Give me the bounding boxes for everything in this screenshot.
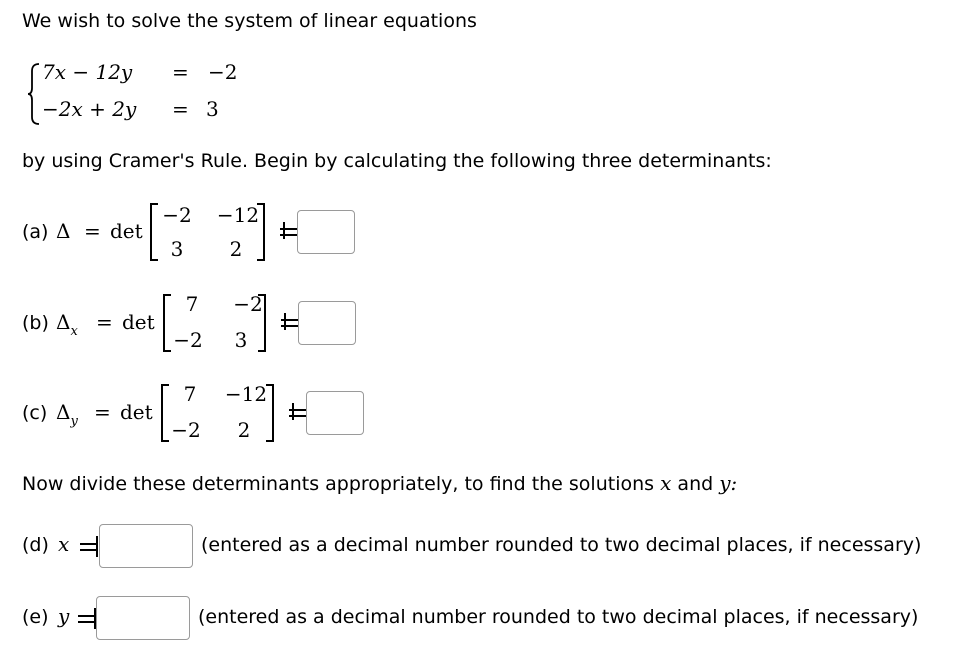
det-label: det bbox=[110, 219, 143, 243]
delta-x-answer-input[interactable] bbox=[298, 301, 356, 345]
delta-x-symbol: $\Delta_x$ bbox=[56, 310, 78, 339]
eq1-equals: = bbox=[172, 60, 189, 84]
matrix-cell: 3 bbox=[234, 328, 248, 352]
equals-bar bbox=[283, 222, 285, 239]
eq2-lhs: −2x + 2y bbox=[42, 97, 137, 121]
part-d-prefix: (d) bbox=[22, 534, 49, 556]
part-a-prefix: (a) bbox=[22, 221, 49, 243]
matrix-cell: −2 bbox=[171, 418, 201, 442]
delta-y-answer-input[interactable] bbox=[306, 391, 364, 435]
delta-y-symbol: $\Delta_y$ bbox=[56, 400, 78, 429]
matrix-cell: 2 bbox=[237, 418, 251, 442]
equals-sign bbox=[289, 409, 306, 411]
y-answer-input[interactable] bbox=[96, 596, 190, 640]
equals-sign: = bbox=[84, 219, 101, 243]
det-label: det bbox=[120, 400, 153, 424]
equals-sign: = bbox=[96, 310, 113, 334]
matrix-cell: −2 bbox=[162, 203, 192, 227]
part-c-prefix: (c) bbox=[22, 402, 48, 424]
det-label: det bbox=[122, 310, 155, 334]
delta-answer-input[interactable] bbox=[297, 210, 355, 254]
instruction-text: by using Cramer's Rule. Begin by calculating the following three determinants: bbox=[22, 150, 772, 172]
left-brace bbox=[27, 62, 41, 126]
matrix-cell: 7 bbox=[185, 292, 199, 316]
eq1-lhs: 7x − 12y bbox=[42, 60, 133, 84]
equals-sign bbox=[78, 615, 94, 617]
intro-text: We wish to solve the system of linear equations bbox=[22, 10, 477, 32]
equals-sign bbox=[281, 319, 298, 321]
matrix-right-bracket bbox=[266, 384, 274, 442]
matrix-cell: −12 bbox=[224, 382, 268, 406]
matrix-cell: −2 bbox=[233, 292, 263, 316]
y-variable: y bbox=[58, 604, 70, 628]
matrix-cell: 3 bbox=[170, 237, 184, 261]
matrix-cell: 7 bbox=[183, 382, 197, 406]
part-e-prefix: (e) bbox=[22, 606, 49, 628]
eq2-equals: = bbox=[172, 97, 189, 121]
matrix-right-bracket bbox=[257, 203, 265, 261]
equals-sign bbox=[280, 228, 297, 230]
y-format-note: (entered as a decimal number rounded to two decimal places, if necessary) bbox=[198, 606, 919, 628]
delta-symbol: Δ bbox=[56, 219, 71, 243]
eq2-rhs: 3 bbox=[206, 97, 219, 121]
divide-instruction: Now divide these determinants appropriately, to find the solutions x and y: bbox=[22, 471, 738, 495]
equals-sign bbox=[80, 543, 96, 545]
matrix-cell: −12 bbox=[216, 203, 260, 227]
x-format-note: (entered as a decimal number rounded to two decimal places, if necessary) bbox=[201, 534, 922, 556]
equals-sign: = bbox=[94, 400, 111, 424]
matrix-right-bracket bbox=[258, 294, 266, 352]
matrix-cell: 2 bbox=[229, 237, 243, 261]
eq1-rhs: −2 bbox=[208, 60, 238, 84]
x-variable: x bbox=[58, 532, 70, 556]
x-answer-input[interactable] bbox=[99, 524, 193, 568]
matrix-cell: −2 bbox=[173, 328, 203, 352]
part-b-prefix: (b) bbox=[22, 312, 49, 334]
